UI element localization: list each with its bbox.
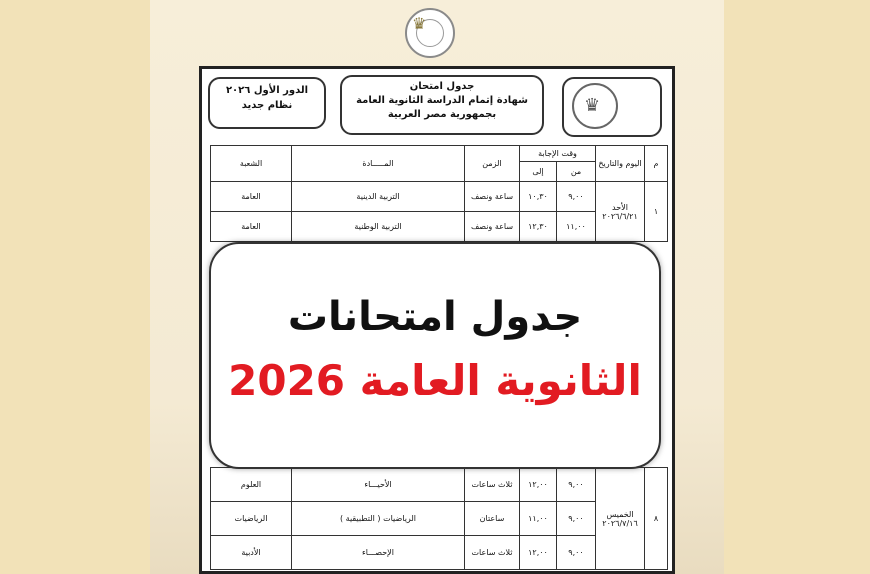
col-subject-header: المـــــادة bbox=[292, 146, 465, 182]
ministry-logo-box bbox=[562, 77, 662, 137]
row-from: ٩,٠٠ bbox=[557, 468, 596, 502]
row-duration: ثلاث ساعات bbox=[465, 468, 520, 502]
table-row bbox=[211, 468, 668, 502]
ministry-seal-icon bbox=[572, 83, 618, 129]
overlay-title: جدول امتحانات bbox=[287, 294, 583, 340]
row-to: ١٢,٠٠ bbox=[520, 468, 557, 502]
row-number: ٨ bbox=[645, 468, 668, 570]
row-division: العامة bbox=[211, 212, 292, 242]
col-division-header: الشعبة bbox=[211, 146, 292, 182]
row-to: ١٢,٣٠ bbox=[520, 212, 557, 242]
row-day-date: الأحد ٢٠٢٦/٦/٢١ bbox=[596, 182, 645, 242]
row-duration: ساعة ونصف bbox=[465, 212, 520, 242]
document-title-box bbox=[340, 75, 544, 135]
row-division: العامة bbox=[211, 182, 292, 212]
system-label: نظام جديد bbox=[241, 100, 293, 111]
overlay-subtitle: الثانوية العامة 2026 bbox=[228, 356, 642, 405]
row-subject: التربية الوطنية bbox=[292, 212, 465, 242]
row-division: العلوم bbox=[211, 468, 292, 502]
row-to: ١١,٠٠ bbox=[520, 502, 557, 536]
row-duration: ساعة ونصف bbox=[465, 182, 520, 212]
row-to: ١٠,٣٠ bbox=[520, 182, 557, 212]
country-name: بجمهورية مصر العربية bbox=[387, 109, 497, 120]
title-overlay-card bbox=[209, 242, 661, 469]
right-background-panel bbox=[724, 0, 870, 574]
row-day-date: الخميس ٢٠٢٦/٧/١٦ bbox=[596, 468, 645, 570]
row-duration: ساعتان bbox=[465, 502, 520, 536]
eagle-icon: ♛ bbox=[584, 95, 601, 116]
row-division: الرياضيات bbox=[211, 502, 292, 536]
row-to: ١٢,٠٠ bbox=[520, 536, 557, 570]
table-row bbox=[211, 182, 668, 212]
col-from-header: من bbox=[557, 162, 596, 182]
document-title: جدول امتحان bbox=[409, 81, 475, 92]
exam-round-label: الدور الأول ٢٠٢٦ bbox=[225, 85, 309, 96]
row-from: ١١,٠٠ bbox=[557, 212, 596, 242]
row-division: الأدبية bbox=[211, 536, 292, 570]
col-answer-time-header: وقت الإجابة bbox=[520, 146, 596, 162]
col-day-date-header: اليوم والتاريخ bbox=[596, 146, 645, 182]
schedule-table-bottom bbox=[210, 467, 668, 570]
row-duration: ثلاث ساعات bbox=[465, 536, 520, 570]
eagle-icon: ♛ bbox=[412, 14, 427, 33]
row-subject: الإحصـــاء bbox=[292, 536, 465, 570]
ministry-emblem-icon bbox=[405, 8, 455, 58]
col-to-header: إلى bbox=[520, 162, 557, 182]
row-subject: الأحيـــاء bbox=[292, 468, 465, 502]
schedule-table-top bbox=[210, 145, 668, 242]
col-duration-header: الزمن bbox=[465, 146, 520, 182]
row-from: ٩,٠٠ bbox=[557, 182, 596, 212]
certificate-name: شهادة إتمام الدراسة الثانوية العامة bbox=[356, 95, 528, 106]
row-from: ٩,٠٠ bbox=[557, 502, 596, 536]
left-background-panel bbox=[0, 0, 150, 574]
row-from: ٩,٠٠ bbox=[557, 536, 596, 570]
row-subject: التربية الدينية bbox=[292, 182, 465, 212]
exam-round-box bbox=[208, 77, 326, 129]
row-number: ١ bbox=[645, 182, 668, 242]
row-subject: الرياضيات ( التطبيقية ) bbox=[292, 502, 465, 536]
col-number-header: م bbox=[645, 146, 668, 182]
